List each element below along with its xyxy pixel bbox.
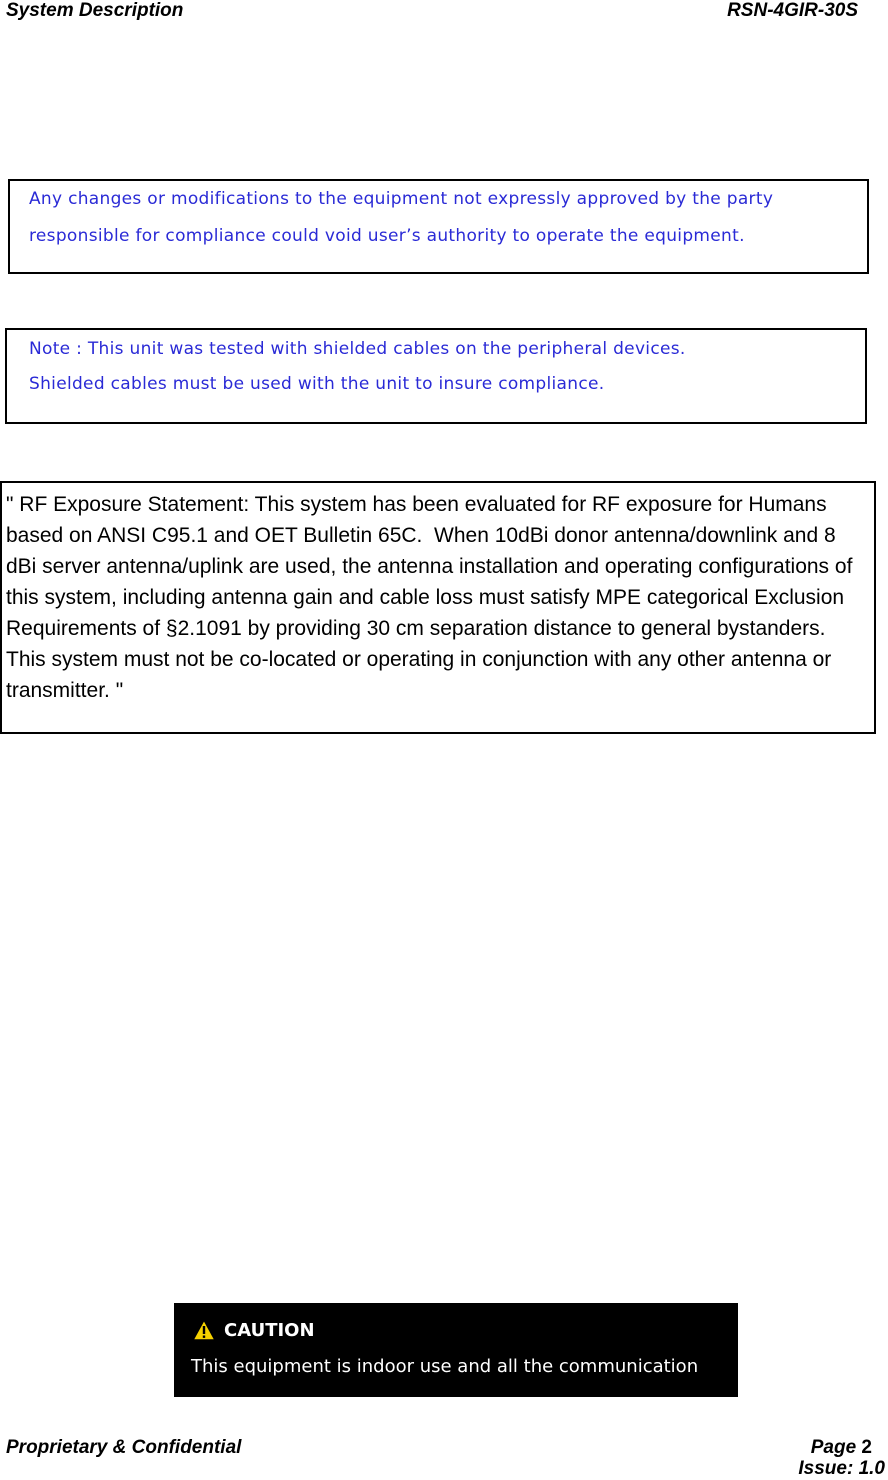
caution-title: CAUTION [224,1319,315,1341]
modifications-notice-line-2: responsible for compliance could void user’s authority to operate the equipment. [29,226,745,246]
footer-page-number: 2 [861,1437,872,1458]
shielded-cables-note-box [5,328,867,424]
rf-exposure-statement-box [0,481,876,734]
footer-issue: Issue: 1.0 [798,1458,885,1479]
footer-confidentiality: Proprietary & Confidential [6,1437,242,1458]
shielded-cables-note-line-2: Shielded cables must be used with the unit to insure compliance. [29,374,605,394]
rf-exposure-statement-text: " RF Exposure Statement: This system has been evaluated for RF exposure for Humans based on ANSI C95.1 and OET Bulletin 65C. When 10dBi donor antenna/downlink and 8 dBi server antenna/uplink are used, the antenna installation and operating configurations of this system, including antenna gain and cable loss must satisfy MPE categorical Exclusion Requirements of §2.1091 by providing 30 cm separation distance to general bystanders. This system must not be co-located or operating in conjunction with any other antenna or transmitter. " [6,493,859,702]
footer-page-label: Page [810,1437,862,1458]
caution-title-row [192,1319,315,1341]
header-document-title: System Description [6,0,184,21]
modifications-notice-box [8,179,869,274]
header-model-number: RSN-4GIR-30S [727,0,858,21]
caution-banner [174,1303,738,1397]
modifications-notice-line-1: Any changes or modifications to the equipment not expressly approved by the party [29,189,774,209]
warning-triangle-icon [192,1319,216,1341]
caution-body-text: This equipment is indoor use and all the communication [191,1356,699,1377]
footer-page [811,1437,872,1459]
shielded-cables-note-line-1: Note : This unit was tested with shielded cables on the peripheral devices. [29,339,686,359]
